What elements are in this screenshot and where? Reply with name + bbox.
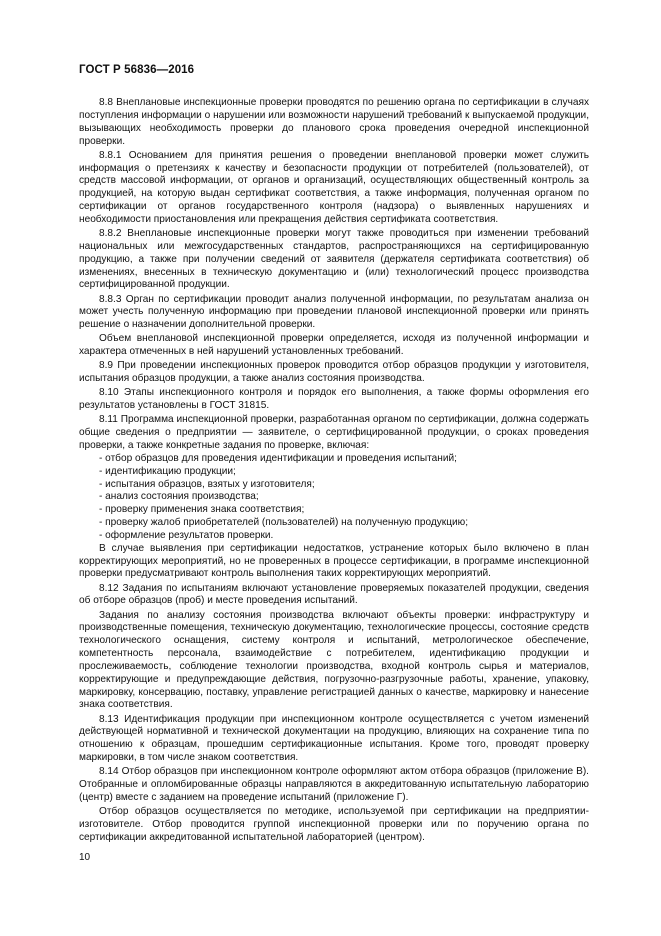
list-item: - анализ состояния производства; [79, 491, 589, 504]
paragraph-8-8-1: 8.8.1 Основанием для принятия решения о проведении внеплановой проверки может служить информация о претензиях к качеству и безопасности продукции от потребителей (пользователей), от средств массовой информации, от органов и организаций, осуществляющих общественный контроль за продукцией, на которую выдан сертификат соответствия, а также информация, полученная органом по сертификации от органов государственного контроля (надзора) о выявленных нарушениях и необходимости приостановления или прекращения действия сертификата соответствия. [79, 149, 589, 225]
paragraph-8-8-3: 8.8.3 Орган по сертификации проводит анализ полученной информации, по результатам анализа он может учесть полученную информацию при проведении плановой инспекционной проверки или принять решение о назначении дополнительной проверки. [79, 293, 589, 331]
list-item: - проверку применения знака соответствия; [79, 504, 589, 517]
list-item: - отбор образцов для проведения идентификации и проведения испытаний; [79, 453, 589, 466]
inspection-checklist [79, 453, 589, 543]
paragraph-sampling-method: Отбор образцов осуществляется по методике, используемой при сертификации на предприятии-изготовителе. Отбор проводится группой инспекционной проверки или по поручению органа по сертификации аккредитованной испытательной лабораторией (центром). [79, 806, 589, 843]
paragraph-8-13: 8.13 Идентификация продукции при инспекционном контроле осуществляется с учетом изменений действующей нормативной и технической документации на продукцию, влияющих на сохранение типа по отношению к образцам, прошедшим сертификационные испытания. Кроме того, проводят проверку маркировки, в том числе знаком соответствия. [79, 713, 589, 764]
list-item: - проверку жалоб приобретателей (пользователей) на полученную продукцию; [79, 517, 589, 530]
list-item: - оформление результатов проверки. [79, 530, 589, 543]
paragraph-corrective-measures: В случае выявления при сертификации недостатков, устранение которых было включено в план корректирующих мероприятий, но не проверенных в процессе сертификации, в программе инспекционной проверки предусматривают контроль выполнения таких корректирующих мероприятий. [79, 542, 589, 580]
paragraph-scope-of-unscheduled-check: Объем внеплановой инспекционной проверки определяется, исходя из полученной информации и характера отмеченных в ней нарушений установленных требований. [79, 333, 589, 358]
document-body [79, 97, 589, 845]
list-item: - испытания образцов, взятых у изготовителя; [79, 479, 589, 492]
paragraph-8-8: 8.8 Внеплановые инспекционные проверки проводятся по решению органа по сертификации в случаях поступления информации о нарушении или возможности нарушений требований к выпускаемой продукции, вызывающих необходимость проверки до планового срока проведения очередной инспекционной проверки. [79, 97, 589, 147]
paragraph-8-10: 8.10 Этапы инспекционного контроля и порядок его выполнения, а также формы оформления его результатов установлены в ГОСТ 31815. [79, 387, 589, 412]
paragraph-8-11: 8.11 Программа инспекционной проверки, разработанная органом по сертификации, должна содержать общие сведения о предприятии — заявителе, о сертифицированной продукции, о сроках проведения проверки, а также конкретные задания по проверке, включая: [79, 414, 589, 452]
paragraph-8-8-2: 8.8.2 Внеплановые инспекционные проверки могут также проводиться при изменении требований национальных или межгосударственных стандартов, распространяющихся на сертифицированную продукцию, а также при получении сведений от заявителя (держателя сертификата соответствия) об изменениях, внесенных в техническую документацию и (или) технологический процесс производства сертифицированной продукции. [79, 228, 589, 291]
paragraph-8-9: 8.9 При проведении инспекционных проверок проводится отбор образцов продукции у изготовителя, испытания образцов продукции, а также анализ состояния производства. [79, 360, 589, 385]
paragraph-8-14: 8.14 Отбор образцов при инспекционном контроле оформляют актом отбора образцов (приложение В). Отобранные и опломбированные образцы направляются в аккредитованную испытательную лабораторию (центр) вместе с заданием на проведение испытаний (приложение Г). [79, 766, 589, 803]
page-number: 10 [79, 852, 91, 863]
paragraph-production-analysis-tasks: Задания по анализу состояния производства включают объекты проверки: инфраструктуру и производственные помещения, техническую документацию, технологические процессы, состояние средств технологического оснащения, систему контроля и испытаний, метрологическое обеспечение, компетентность персонала, взаимодействие с потребителем, идентификацию продукции и прослеживаемость, соблюдение технологии производства, входной контроль сырья и материалов, корректирующие и предупреждающие действия, погрузочно-разгрузочные работы, хранение, упаковку, маркировку, консервацию, поставку, управление регистрацией данных о качестве, маркировку и нанесение знака соответствия. [79, 609, 589, 711]
list-item: - идентификацию продукции; [79, 466, 589, 479]
standard-code-header: ГОСТ Р 56836—2016 [79, 64, 195, 76]
paragraph-8-12: 8.12 Задания по испытаниям включают установление проверяемых показателей продукции, сведения об отборе образцов (проб) и месте проведения испытаний. [79, 582, 589, 607]
